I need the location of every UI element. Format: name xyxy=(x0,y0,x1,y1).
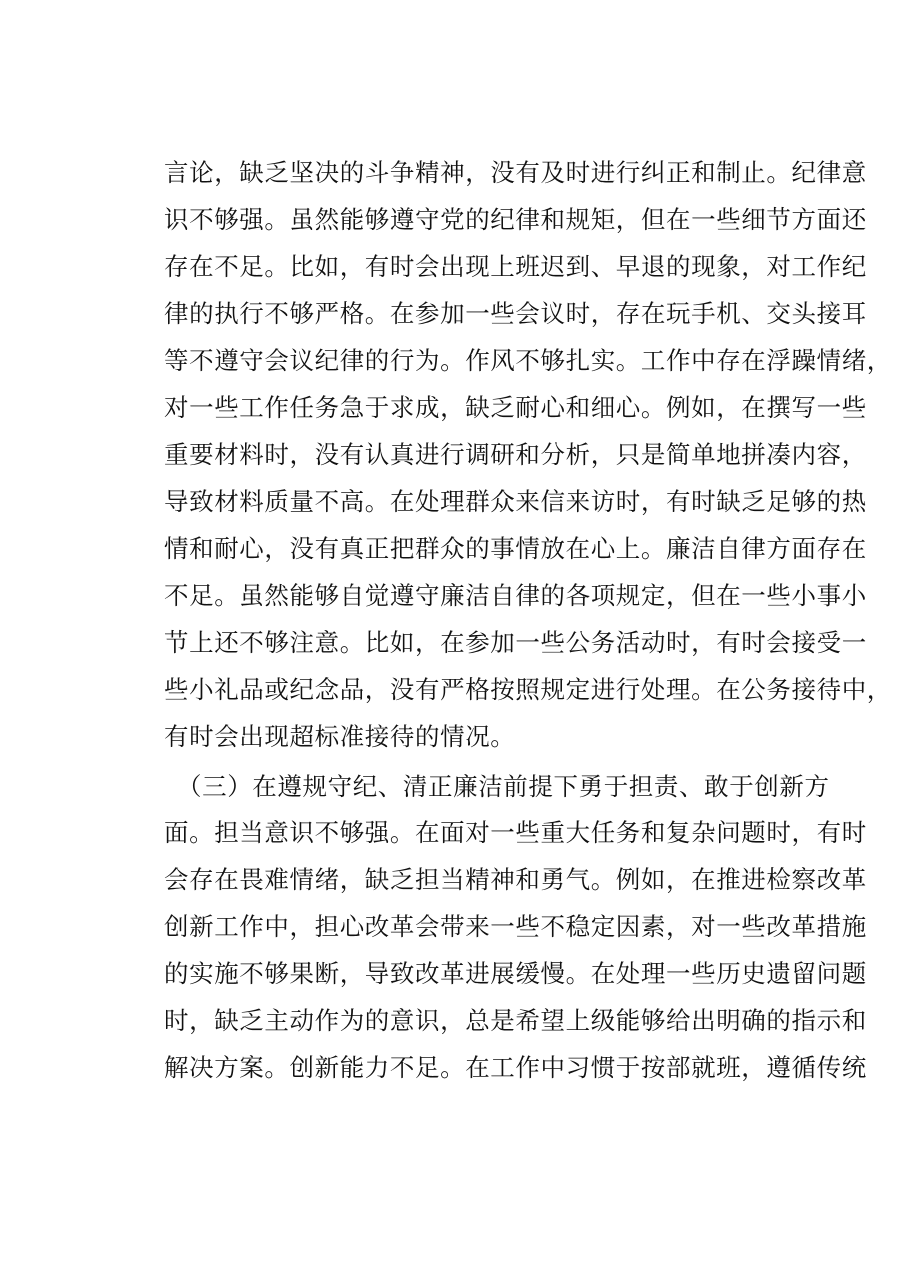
text-line-1: 言论，缺乏坚决的斗争精神，没有及时进行纠正和制止。纪律意 xyxy=(164,158,867,187)
text-line-2: 识不够强。虽然能够遵守党的纪律和规矩，但在一些细节方面还 xyxy=(164,205,867,234)
text-line-17: 创新工作中，担心改革会带来一些不稳定因素，对一些改革措施 xyxy=(164,912,867,941)
text-line-11: 节上还不够注意。比如，在参加一些公务活动时，有时会接受一 xyxy=(164,628,867,657)
text-line-16: 会存在畏难情绪，缺乏担当精神和勇气。例如，在推进检察改革 xyxy=(164,865,867,894)
text-line-4: 律的执行不够严格。在参加一些会议时，存在玩手机、交头接耳 xyxy=(164,299,867,328)
text-line-13: 有时会出现超标准接待的情况。 xyxy=(164,722,516,751)
text-line-8: 导致材料质量不高。在处理群众来信来访时，有时缺乏足够的热 xyxy=(164,487,867,516)
text-line-12: 些小礼品或纪念品，没有严格按照规定进行处理。在公务接待中， xyxy=(164,675,892,704)
text-line-6: 对一些工作任务急于求成，缺乏耐心和细心。例如，在撰写一些 xyxy=(164,393,867,422)
text-line-7: 重要材料时，没有认真进行调研和分析，只是简单地拼凑内容， xyxy=(164,440,867,469)
text-line-20: 解决方案。创新能力不足。在工作中习惯于按部就班，遵循传统 xyxy=(164,1053,867,1082)
text-line-5: 等不遵守会议纪律的行为。作风不够扎实。工作中存在浮躁情绪， xyxy=(164,346,892,375)
text-line-9: 情和耐心，没有真正把群众的事情放在心上。廉洁自律方面存在 xyxy=(164,534,867,563)
text-line-3: 存在不足。比如，有时会出现上班迟到、早退的现象，对工作纪 xyxy=(164,252,867,281)
text-line-15: 面。担当意识不够强。在面对一些重大任务和复杂问题时，有时 xyxy=(164,818,867,847)
section-heading-line: （三）在遵规守纪、清正廉洁前提下勇于担责、敢于创新方 xyxy=(177,772,830,801)
text-line-10: 不足。虽然能够自觉遵守廉洁自律的各项规定，但在一些小事小 xyxy=(164,581,867,610)
text-line-18: 的实施不够果断，导致改革进展缓慢。在处理一些历史遗留问题 xyxy=(164,959,867,988)
text-line-19: 时，缺乏主动作为的意识，总是希望上级能够给出明确的指示和 xyxy=(164,1006,867,1035)
